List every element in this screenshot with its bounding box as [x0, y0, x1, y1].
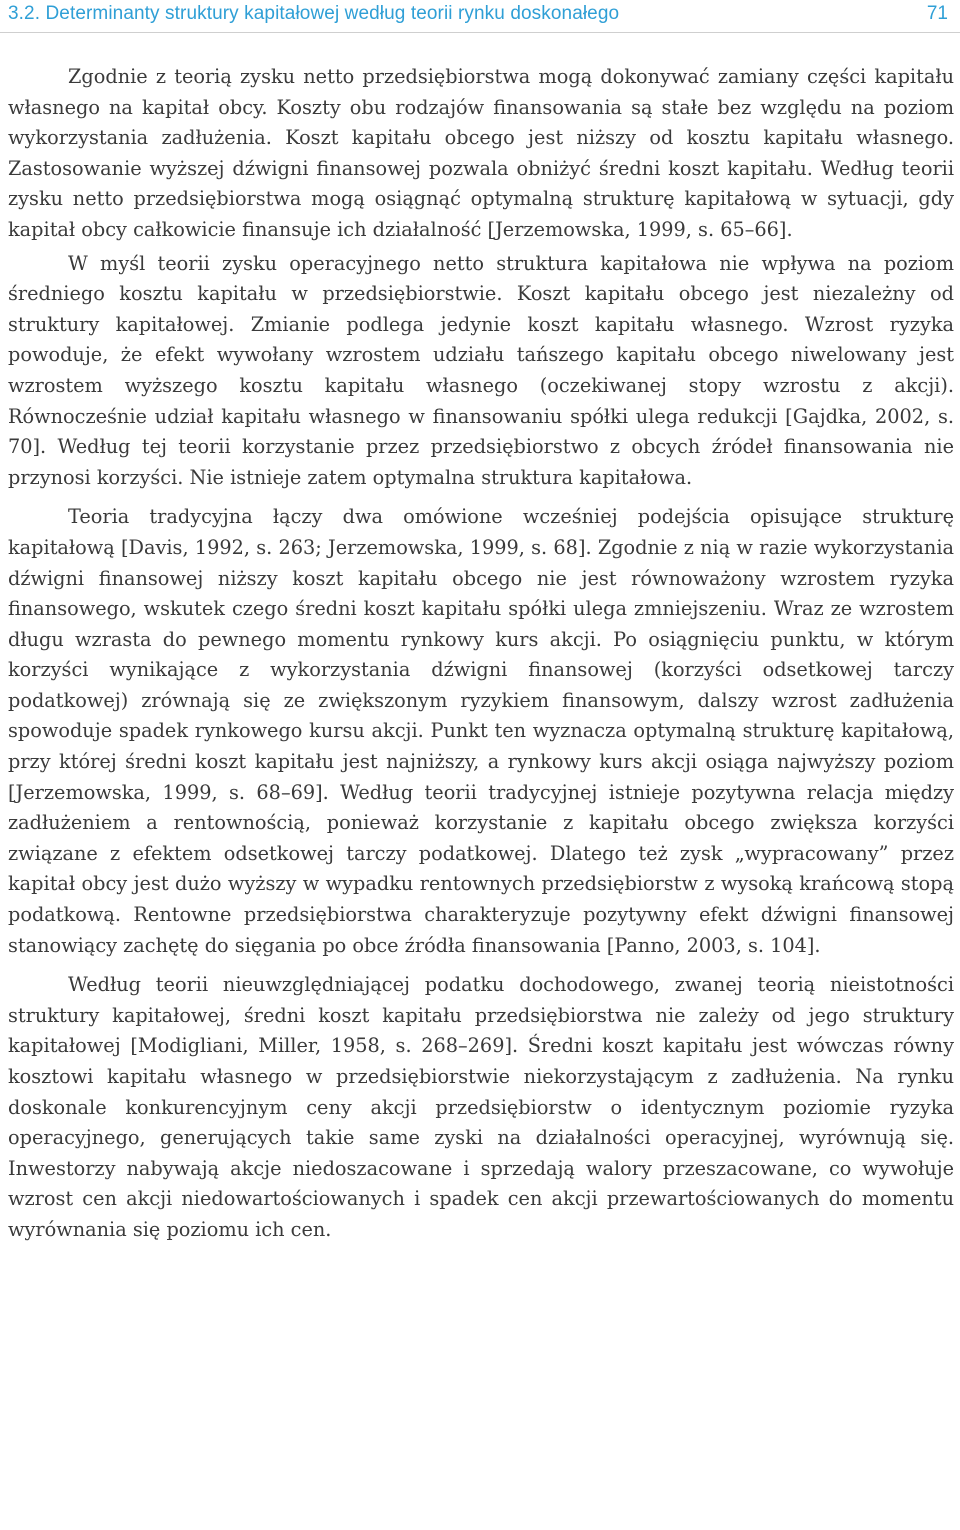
running-header: [0, 0, 960, 33]
paragraph-traditional-theory: Teoria tradycyjna łączy dwa omówione wcześniej podejścia opisujące strukturę kapitałową [Davis, 1992, s. 263; Jerzemowska, 1999, s. 68]. Zgodnie z nią w razie wykorzystania dźwigni finansowej niższy koszt kapitału obcego nie jest równoważony wzrostem ryzyka finansowego, wskutek czego średni koszt kapitału spółki ulega zmniejszeniu. Wraz ze wzrostem długu wzrasta do pewnego momentu rynkowy kurs akcji. Po osiągnięciu punktu, w którym korzyści wynikające z wykorzystania dźwigni finansowej (korzyści odsetkowej tarczy podatkowej) zrównają się ze zwiększonym ryzykiem finansowym, dalszy wzrost zadłużenia spowoduje spadek rynkowego kursu akcji. Punkt ten wyznacza optymalną strukturę kapitałową, przy której średni koszt kapitału jest najniższy, a rynkowy kurs akcji osiąga najwyższy poziom [Jerzemowska, 1999, s. 68–69]. Według teorii tradycyjnej istnieje pozytywna relacja między zadłużeniem a rentownością, ponieważ korzystanie z kapitału obcego zwiększa korzyści związane z efektem odsetkowej tarczy podatkowej. Dlatego też zysk „wypracowany” przez kapitał obcy jest dużo wyższy w wypadku rentownych przedsiębiorstw z wysoką krańcową stopą podatkową. Rentowne przedsiębiorstwa charakteryzuje pozytywny efekt dźwigni finansowej stanowiący zachętę do sięgania po obce źródła finansowania [Panno, 2003, s. 104].: [8, 505, 954, 957]
paragraph-net-income-theory: Zgodnie z teorią zysku netto przedsiębiorstwa mogą dokonywać zamiany części kapitału własnego na kapitał obcy. Koszty obu rodzajów finansowania są stałe bez względu na poziom wykorzystania zadłużenia. Koszt kapitału obcego jest niższy od kosztu kapitału własnego. Zastosowanie wyższej dźwigni finansowej pozwala obniżyć średni koszt kapitału. Według teorii zysku netto przedsiębiorstwa mogą osiągnąć optymalną strukturę kapitałową w sytuacji, gdy kapitał obcy całkowicie finansuje ich działalność [Jerzemowska, 1999, s. 65–66].: [8, 65, 954, 241]
page-number: 71: [926, 3, 948, 24]
body-text: [8, 62, 954, 1246]
paragraph-irrelevance-theory: Według teorii nieuwzględniającej podatku dochodowego, zwanej teorią nieistotności struktury kapitałowej, średni koszt kapitału przedsiębiorstwa nie zależy od jego struktury kapitałowej [Modigliani, Miller, 1958, s. 268–269]. Średni koszt kapitału jest wówczas równy kosztowi kapitału własnego w przedsiębiorstwie niekorzystającym z zadłużenia. Na rynku doskonale konkurencyjnym ceny akcji przedsiębiorstw o identycznym poziomie ryzyka operacyjnego, generujących takie same zyski na działalności operacyjnej, wyrównują się. Inwestorzy nabywają akcje niedoszacowane i sprzedają walory przeszacowane, co wywołuje wzrost cen akcji niedowartościowanych i spadek cen akcji przewartościowanych do momentu wyrównania się poziomu ich cen.: [8, 973, 954, 1241]
paragraph-net-operating-income-theory: W myśl teorii zysku operacyjnego netto struktura kapitałowa nie wpływa na poziom średniego kosztu kapitału w przedsiębiorstwie. Koszt kapitału obcego jest niezależny od struktury kapitałowej. Zmianie podlega jedynie koszt kapitału własnego. Wzrost ryzyka powoduje, że efekt wywołany wzrostem udziału tańszego kapitału obcego niwelowany jest wzrostem wyższego kosztu kapitału własnego (oczekiwanej stopy wzrostu z akcji). Równocześnie udział kapitału własnego w finansowaniu spółki ulega redukcji [Gajdka, 2002, s. 70]. Według tej teorii korzystanie przez przedsiębiorstwo z obcych źródeł finansowania nie przynosi korzyści. Nie istnieje zatem optymalna struktura kapitałowa.: [8, 251, 954, 489]
section-title: 3.2. Determinanty struktury kapitałowej według teorii rynku doskonałego: [8, 3, 620, 24]
